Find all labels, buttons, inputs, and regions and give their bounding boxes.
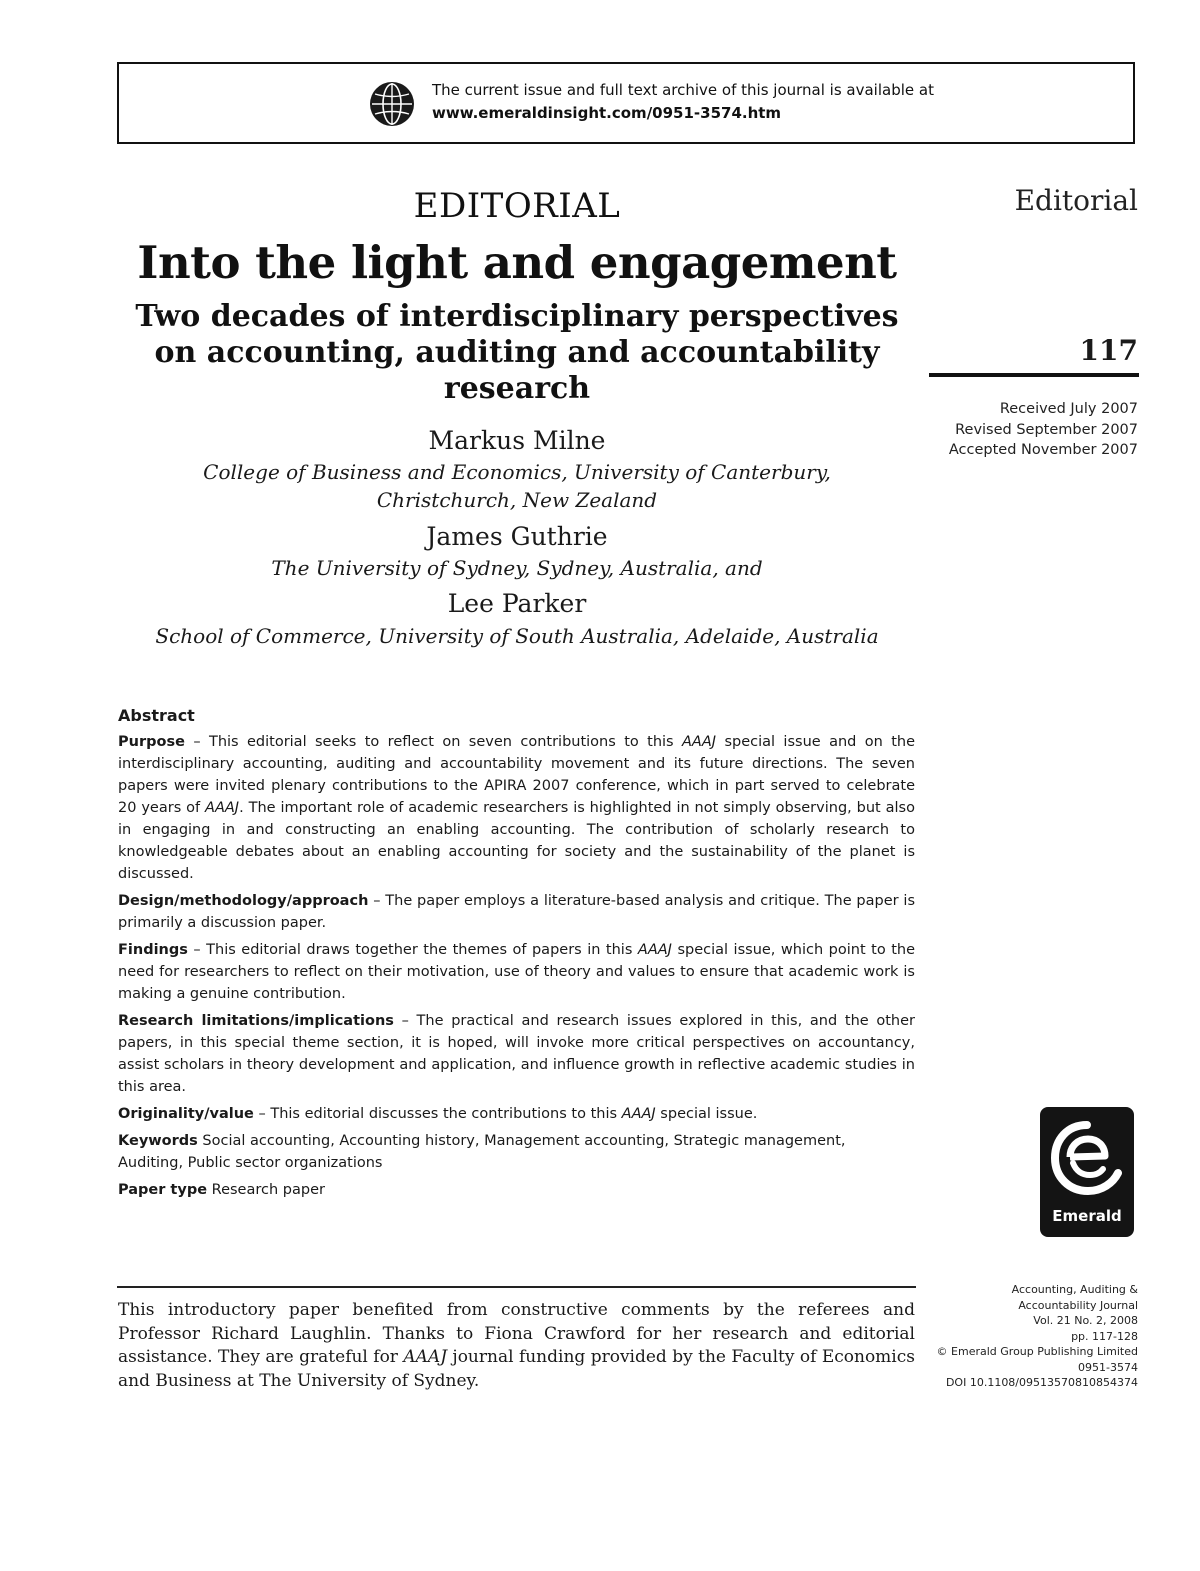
findings-text: – This editorial draws together the themes of papers in this <box>187 942 638 958</box>
author-name: Markus Milne <box>428 426 606 455</box>
journal-abbrev: AAAJ <box>682 734 717 750</box>
accepted-date: Accepted November 2007 <box>948 442 1138 458</box>
abstract-findings <box>118 939 915 1005</box>
section-label: EDITORIAL <box>413 186 621 226</box>
running-head: Editorial <box>1014 184 1138 217</box>
originality-text: – This editorial discusses the contributions to this <box>253 1106 622 1122</box>
subtitle-line: Two decades of interdisciplinary perspectives <box>135 299 899 334</box>
journal-banner <box>117 62 1135 144</box>
footnote-text: journal funding provided by the Faculty of Economics and Business at The University of Sydney. <box>118 1347 915 1391</box>
footnote-text: This introductory paper benefited from constructive comments by the referees and Professor Richard Laughlin. Thanks to Fiona Crawford for her research and editorial assistance. They are grateful for <box>118 1300 915 1367</box>
journal-abbrev: AAAJ <box>621 1106 656 1122</box>
doi: DOI 10.1108/09513570810854374 <box>945 1376 1138 1389</box>
abstract-originality <box>118 1103 915 1125</box>
footnote-divider <box>117 1286 916 1288</box>
revised-date: Revised September 2007 <box>955 421 1138 438</box>
abstract-design <box>118 890 915 934</box>
subtitle-line: on accounting, auditing and accountability <box>154 335 880 370</box>
author-affiliation <box>117 458 917 514</box>
limitations-label: Research limitations/implications <box>118 1013 394 1029</box>
originality-label: Originality/value <box>118 1106 254 1122</box>
abstract-purpose <box>118 731 915 885</box>
journal-name: Accountability Journal <box>1018 1298 1138 1312</box>
divider <box>929 373 1139 377</box>
author-affiliation: School of Commerce, University of South Australia, Adelaide, Australia <box>155 624 879 648</box>
keywords-label: Keywords <box>118 1133 198 1149</box>
design-text: – The paper employs a literature-based analysis and critique. The paper is primarily a discussion paper. <box>118 893 915 931</box>
keywords-text: Social accounting, Accounting history, Management accounting, Strategic management, Auditing, Public sector organizations <box>118 1133 846 1171</box>
findings-text: special issue, which point to the need for researchers to reflect on their motivation, use of theory and values to ensure that academic work is making a genuine contribution. <box>118 942 915 1002</box>
purpose-text: – This editorial seeks to reflect on seven contributions to this <box>184 734 682 750</box>
affiliation-line: Christchurch, New Zealand <box>376 488 658 512</box>
abstract-heading: Abstract <box>118 706 195 725</box>
purpose-label: Purpose <box>118 734 185 750</box>
copyright: © Emerald Group Publishing Limited <box>936 1345 1138 1358</box>
originality-text: special issue. <box>655 1106 758 1122</box>
author-affiliation: The University of Sydney, Sydney, Australia, and <box>271 556 763 580</box>
paper-type-text: Research paper <box>207 1182 325 1198</box>
purpose-text: . The important role of academic researchers is highlighted in not simply observing, but also in engaging in and constructing an enabling accounting. The contribution of scholarly research to knowledgeable debates about an enabling accounting for society and the sustainability of the planet is discussed. <box>118 800 915 882</box>
subtitle-line: research <box>443 371 591 406</box>
abstract <box>118 705 915 1206</box>
journal-info <box>937 1282 1138 1391</box>
logo-wordmark: Emerald <box>1052 1207 1122 1225</box>
purpose-text: special issue and on the interdisciplinary accounting, auditing and accountability movement and its future directions. The seven papers were invited plenary contributions to the APIRA 2007 conference, which in part served to celebrate 20 years of <box>118 734 915 816</box>
globe-icon <box>368 80 416 128</box>
journal-pages: pp. 117-128 <box>1071 1329 1138 1343</box>
abstract-limitations <box>118 1010 915 1098</box>
limitations-text: – The practical and research issues explored in this, and the other papers, in this special theme section, it is hoped, will invoke more critical perspectives on accountancy, assist scholars in theory development and application, and influence growth in reflective academic studies in this area. <box>118 1013 916 1095</box>
journal-abbrev: AAAJ <box>637 942 672 958</box>
abstract-keywords <box>118 1130 915 1174</box>
journal-abbrev: AAAJ <box>205 800 240 816</box>
author-name: James Guthrie <box>426 522 608 551</box>
subtitle <box>117 299 917 407</box>
abstract-paper-type <box>118 1179 915 1201</box>
affiliation-line: College of Business and Economics, University of Canterbury, <box>203 460 831 484</box>
received-date: Received July 2007 <box>999 401 1138 417</box>
page-title: Into the light and engagement <box>137 236 897 289</box>
article-history <box>949 399 1138 461</box>
issn: 0951-3574 <box>1078 1360 1138 1374</box>
banner-text: The current issue and full text archive of this journal is available at <box>432 81 934 99</box>
design-label: Design/methodology/approach <box>118 893 369 909</box>
findings-label: Findings <box>118 942 188 958</box>
journal-volume: Vol. 21 No. 2, 2008 <box>1033 1314 1138 1327</box>
paper-type-label: Paper type <box>118 1182 208 1198</box>
page-number: 117 <box>1079 334 1138 367</box>
journal-abbrev: AAAJ <box>403 1347 448 1367</box>
emerald-logo-icon <box>1040 1107 1134 1237</box>
journal-url-link[interactable]: www.emeraldinsight.com/0951-3574.htm <box>432 104 782 122</box>
author-name: Lee Parker <box>447 589 587 618</box>
footnote <box>118 1299 915 1393</box>
journal-name: Accounting, Auditing & <box>1011 1283 1138 1296</box>
